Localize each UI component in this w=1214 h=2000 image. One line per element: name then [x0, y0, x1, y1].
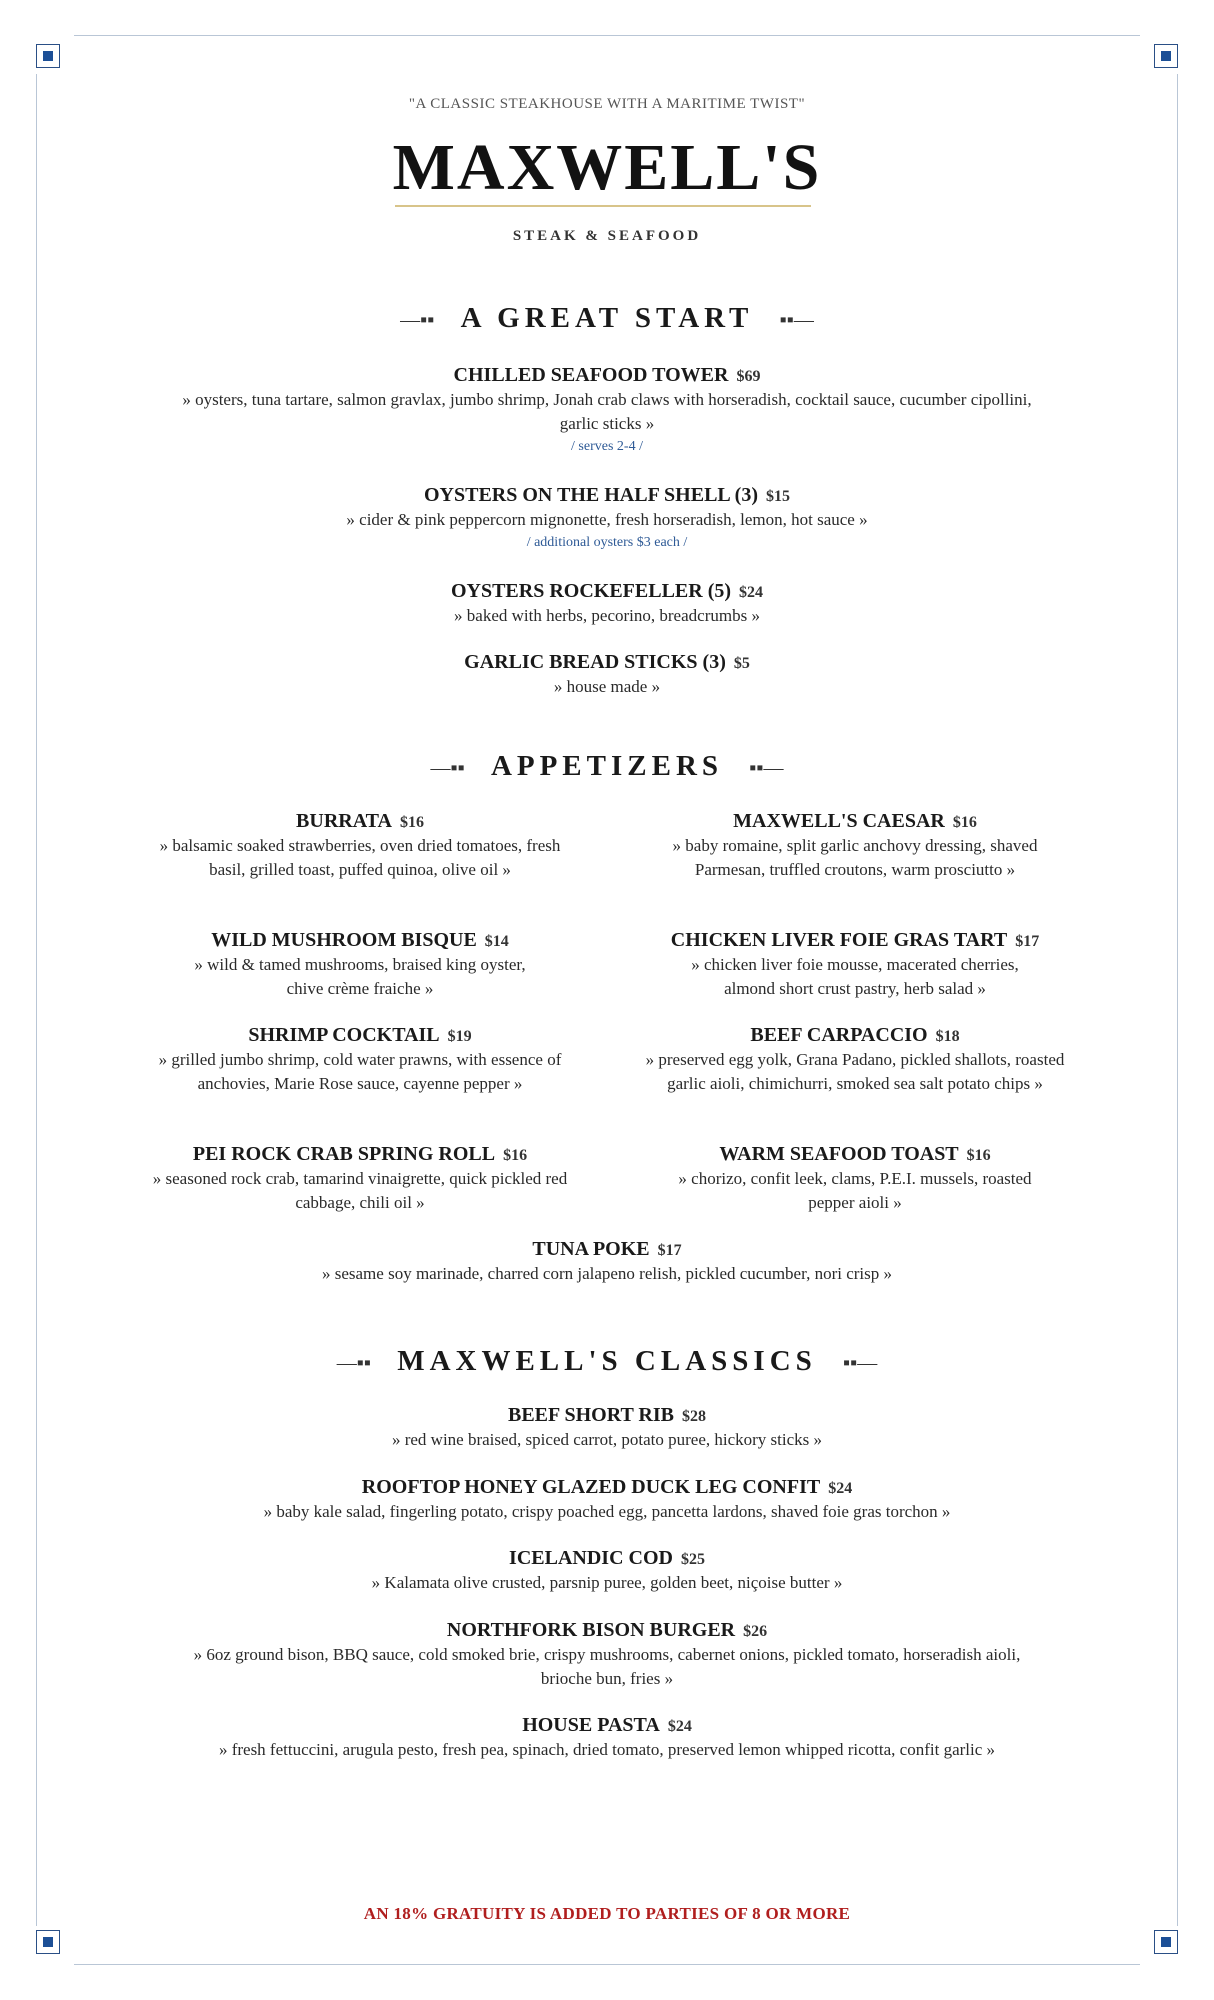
menu-item	[645, 1022, 1065, 1096]
item-description: » balsamic soaked strawberries, oven dried tomatoes, fresh basil, grilled toast, puffed quinoa, olive oil »	[159, 836, 561, 879]
corner-ornament-top-left	[36, 44, 60, 68]
restaurant-subtitle: STEAK & SEAFOOD	[512, 228, 702, 244]
frame-left-line	[36, 74, 37, 1926]
menu-item	[645, 808, 1065, 882]
item-price: $5	[733, 655, 750, 672]
menu-item	[150, 1474, 1064, 1524]
menu-item	[150, 1141, 570, 1215]
item-price: $24	[667, 1718, 692, 1735]
item-description: » house made »	[553, 677, 661, 696]
item-price: $26	[743, 1623, 768, 1640]
frame-right-line	[1177, 74, 1178, 1926]
item-name: OYSTERS ON THE HALF SHELL (3)	[424, 484, 758, 506]
menu-item	[150, 1545, 1064, 1595]
ornament-right: ▪▪—	[843, 1351, 878, 1374]
item-price: $16	[966, 1147, 991, 1164]
item-name: CHILLED SEAFOOD TOWER	[453, 364, 729, 386]
item-price: $69	[736, 368, 761, 385]
item-description: » fresh fettuccini, arugula pesto, fresh pea, spinach, dried tomato, preserved lemon whipped ricotta, confit garlic »	[218, 1740, 996, 1759]
item-description: » baby romaine, split garlic anchovy dressing, shaved Parmesan, truffled croutons, warm prosciutto »	[672, 836, 1038, 879]
item-description: » baked with herbs, pecorino, breadcrumbs »	[454, 606, 760, 625]
item-price: $28	[682, 1408, 706, 1425]
item-price: $16	[503, 1147, 528, 1164]
section-title-appetizers	[0, 750, 1214, 783]
item-description: » Kalamata olive crusted, parsnip puree, golden beet, niçoise butter »	[371, 1573, 843, 1592]
menu-item	[150, 482, 1064, 554]
menu-item	[645, 1141, 1065, 1215]
ornament-left: —▪▪	[430, 756, 465, 779]
logo-underline-rule	[395, 205, 811, 207]
item-name: BEEF SHORT RIB	[507, 1404, 674, 1426]
item-name: OYSTERS ROCKEFELLER (5)	[450, 580, 732, 602]
menu-item	[645, 927, 1065, 1001]
item-name: GARLIC BREAD STICKS (3)	[464, 651, 726, 673]
ornament-left: —▪▪	[400, 308, 435, 331]
menu-item	[150, 1402, 1064, 1452]
item-price: $19	[447, 1028, 472, 1045]
frame-bottom-line	[74, 1964, 1140, 1965]
item-name: BURRATA	[296, 810, 392, 832]
item-description: » chicken liver foie mousse, macerated cherries, almond short crust pastry, herb salad »	[691, 955, 1019, 998]
item-description: » chorizo, confit leek, clams, P.E.I. mussels, roasted pepper aioli »	[678, 1169, 1032, 1212]
section-title-text: MAXWELL'S CLASSICS	[397, 1345, 817, 1377]
item-name: HOUSE PASTA	[522, 1714, 660, 1736]
tagline: "A CLASSIC STEAKHOUSE WITH A MARITIME TWIST"	[408, 96, 806, 112]
item-price: $14	[484, 933, 509, 950]
item-description: » sesame soy marinade, charred corn jalapeno relish, pickled cucumber, nori crisp »	[321, 1264, 893, 1283]
menu-item	[150, 649, 1064, 699]
section-title-text: A GREAT START	[460, 302, 754, 334]
item-description: » cider & pink peppercorn mignonette, fresh horseradish, lemon, hot sauce »	[346, 510, 868, 529]
item-description: » oysters, tuna tartare, salmon gravlax, jumbo shrimp, Jonah crab claws with horseradish, cocktail sauce, cucumber cipollini, garlic sticks »	[182, 390, 1032, 433]
item-name: MAXWELL'S CAESAR	[733, 810, 945, 832]
item-name: TUNA POKE	[532, 1238, 650, 1260]
ornament-right: ▪▪—	[749, 756, 784, 779]
item-price: $24	[739, 584, 764, 601]
ornament-left: —▪▪	[336, 1351, 371, 1374]
gratuity-notice: AN 18% GRATUITY IS ADDED TO PARTIES OF 8 OR MORE	[363, 1904, 851, 1923]
item-description: » seasoned rock crab, tamarind vinaigrette, quick pickled red cabbage, chili oil »	[152, 1169, 568, 1212]
item-price: $17	[1015, 933, 1040, 950]
item-description: » wild & tamed mushrooms, braised king oyster, chive crème fraiche »	[194, 955, 526, 998]
frame-top-line	[74, 35, 1140, 36]
corner-ornament-bottom-left	[36, 1930, 60, 1954]
item-price: $25	[680, 1551, 705, 1568]
menu-item	[150, 1617, 1064, 1691]
menu-item	[150, 578, 1064, 628]
item-description: » 6oz ground bison, BBQ sauce, cold smoked brie, crispy mushrooms, cabernet onions, pickled tomato, horseradish aioli, brioche bun, fries »	[193, 1645, 1021, 1688]
item-name: WILD MUSHROOM BISQUE	[211, 929, 477, 951]
menu-item	[150, 1022, 570, 1096]
item-price: $16	[952, 814, 977, 831]
item-name: BEEF CARPACCIO	[750, 1024, 928, 1046]
item-name: NORTHFORK BISON BURGER	[446, 1619, 736, 1641]
section-title-classics	[0, 1345, 1214, 1378]
section-title-text: APPETIZERS	[490, 750, 724, 782]
menu-item	[150, 808, 570, 882]
menu-item	[150, 927, 570, 1001]
item-description: » preserved egg yolk, Grana Padano, pickled shallots, roasted garlic aioli, chimichurri, smoked sea salt potato chips »	[645, 1050, 1065, 1093]
item-price: $16	[399, 814, 424, 831]
section-title-great-start	[0, 302, 1214, 335]
item-price: $18	[935, 1028, 960, 1045]
item-note: / serves 2-4 /	[571, 439, 643, 454]
item-name: ICELANDIC COD	[509, 1547, 673, 1569]
item-price: $17	[657, 1242, 682, 1259]
item-name: WARM SEAFOOD TOAST	[719, 1143, 959, 1165]
item-name: PEI ROCK CRAB SPRING ROLL	[192, 1143, 496, 1165]
item-price: $15	[765, 488, 790, 505]
restaurant-logo-wordmark: MAXWELL'S	[392, 131, 822, 204]
item-name: CHICKEN LIVER FOIE GRAS TART	[670, 929, 1008, 951]
item-price: $24	[828, 1480, 853, 1497]
item-description: » grilled jumbo shrimp, cold water prawns, with essence of anchovies, Marie Rose sauce, cayenne pepper »	[158, 1050, 562, 1093]
item-description: » red wine braised, spiced carrot, potato puree, hickory sticks »	[391, 1430, 823, 1449]
menu-item	[150, 362, 1064, 458]
menu-item	[150, 1712, 1064, 1762]
item-name: ROOFTOP HONEY GLAZED DUCK LEG CONFIT	[361, 1476, 821, 1498]
corner-ornament-bottom-right	[1154, 1930, 1178, 1954]
corner-ornament-top-right	[1154, 44, 1178, 68]
item-description: » baby kale salad, fingerling potato, crispy poached egg, pancetta lardons, shaved foie gras torchon »	[263, 1502, 951, 1521]
item-note: / additional oysters $3 each /	[526, 535, 688, 550]
item-name: SHRIMP COCKTAIL	[248, 1024, 440, 1046]
ornament-right: ▪▪—	[779, 308, 814, 331]
menu-item	[150, 1236, 1064, 1286]
